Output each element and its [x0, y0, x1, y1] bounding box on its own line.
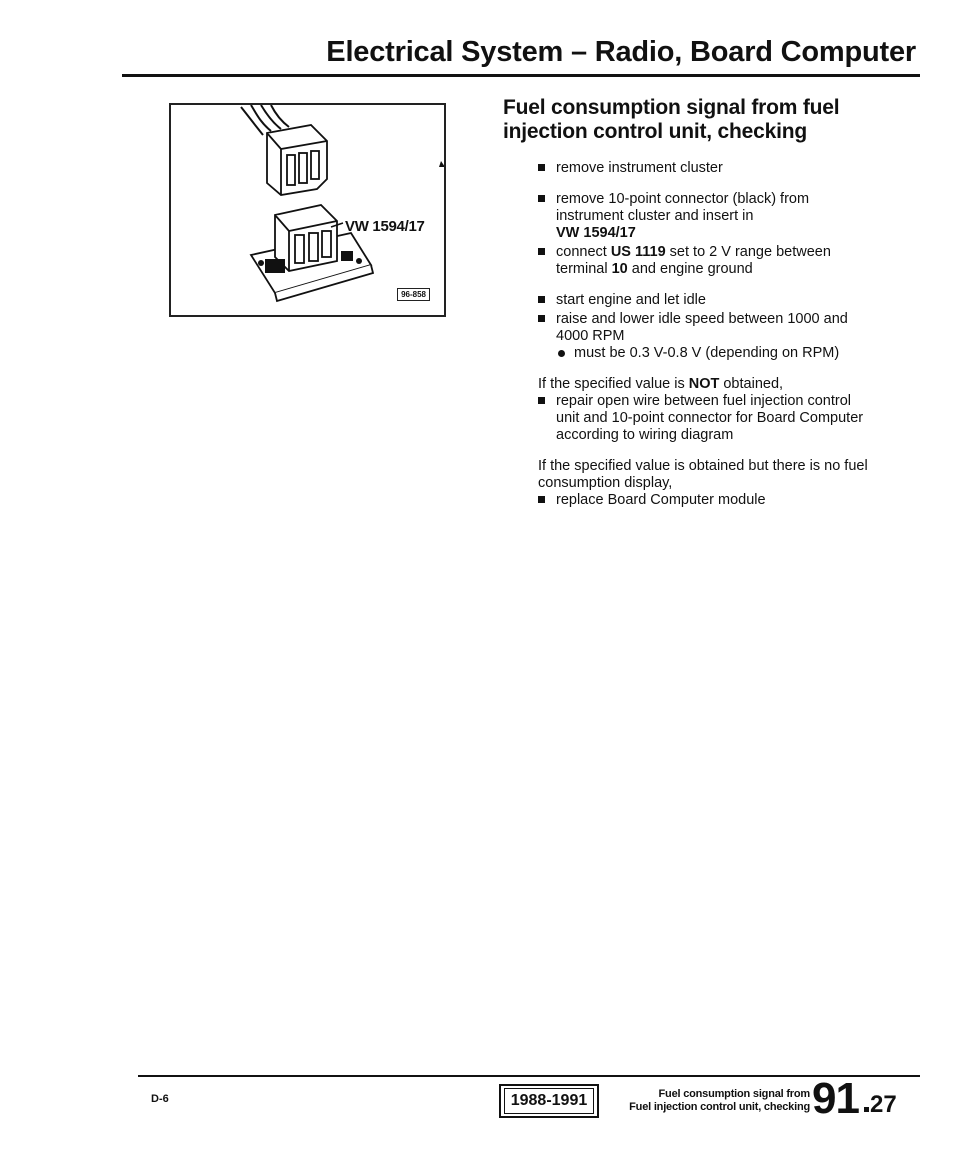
square-bullet-icon — [538, 164, 545, 171]
footer-rule — [138, 1075, 920, 1077]
section-title — [503, 96, 903, 144]
footer-caption-line2: Fuel injection control unit, checking — [629, 1101, 810, 1113]
step-text: must be 0.3 V-0.8 V (depending on RPM) — [574, 345, 840, 361]
header-rule — [122, 74, 920, 77]
step-text: connect — [556, 244, 611, 260]
step-text: set to 2 V range between terminal — [556, 244, 831, 277]
step-text: remove instrument cluster — [556, 160, 723, 176]
step-spec-value — [538, 345, 878, 362]
step-text: repair open wire between fuel injection control unit and 10-point connector for Board Computer according to wiring diagram — [556, 393, 864, 443]
step-start-engine — [538, 292, 878, 309]
step-remove-connector — [538, 191, 878, 242]
square-bullet-icon — [538, 195, 545, 202]
step-text: remove 10-point connector (black) from instrument cluster and insert in — [556, 191, 810, 224]
page-number-separator — [864, 1107, 869, 1112]
connector-figure — [169, 103, 446, 317]
step-repair-wire — [538, 393, 878, 444]
condition-text: If the specified value is — [538, 376, 689, 392]
footer-caption — [602, 1088, 810, 1114]
tool-reference: VW 1594/17 — [556, 225, 636, 241]
square-bullet-icon — [538, 397, 545, 404]
condition-text: If the specified value is obtained but there is no fuel consumption display, — [538, 458, 868, 491]
section-title-line2: injection control unit, checking — [503, 120, 807, 143]
page-number-major: 91 — [812, 1074, 859, 1123]
condition-no-display — [538, 458, 878, 492]
square-bullet-icon — [538, 315, 545, 322]
square-bullet-icon — [538, 248, 545, 255]
procedure-steps — [538, 160, 878, 509]
round-bullet-icon — [558, 350, 565, 357]
footer-caption-line1: Fuel consumption signal from — [658, 1088, 810, 1100]
step-remove-cluster — [538, 160, 878, 177]
step-replace-module — [538, 492, 878, 509]
condition-text: obtained, — [719, 376, 784, 392]
square-bullet-icon — [538, 296, 545, 303]
terminal-number: 10 — [611, 261, 628, 277]
square-bullet-icon — [538, 496, 545, 503]
step-connect-tester — [538, 244, 878, 278]
step-text: raise and lower idle speed between 1000 and 4000 RPM — [556, 311, 848, 344]
tool-label: VW 1594/17 — [345, 218, 425, 235]
model-years: 1988-1991 — [504, 1088, 595, 1114]
step-text: and engine ground — [627, 261, 753, 277]
step-text: replace Board Computer module — [556, 492, 766, 508]
step-vary-idle — [538, 311, 878, 345]
page-header-title: Electrical System – Radio, Board Computer — [326, 36, 916, 68]
model-years-box — [499, 1084, 599, 1118]
figure-code: 96-858 — [397, 288, 430, 301]
page-number-minor: 27 — [870, 1091, 897, 1118]
page-id: D-6 — [151, 1093, 169, 1105]
condition-not-obtained — [538, 376, 878, 393]
section-title-line1: Fuel consumption signal from fuel — [503, 96, 840, 119]
emphasis-text: NOT — [688, 376, 720, 392]
step-text: start engine and let idle — [556, 292, 706, 308]
tool-reference: US 1119 — [610, 244, 666, 260]
connector-illustration — [171, 105, 444, 315]
